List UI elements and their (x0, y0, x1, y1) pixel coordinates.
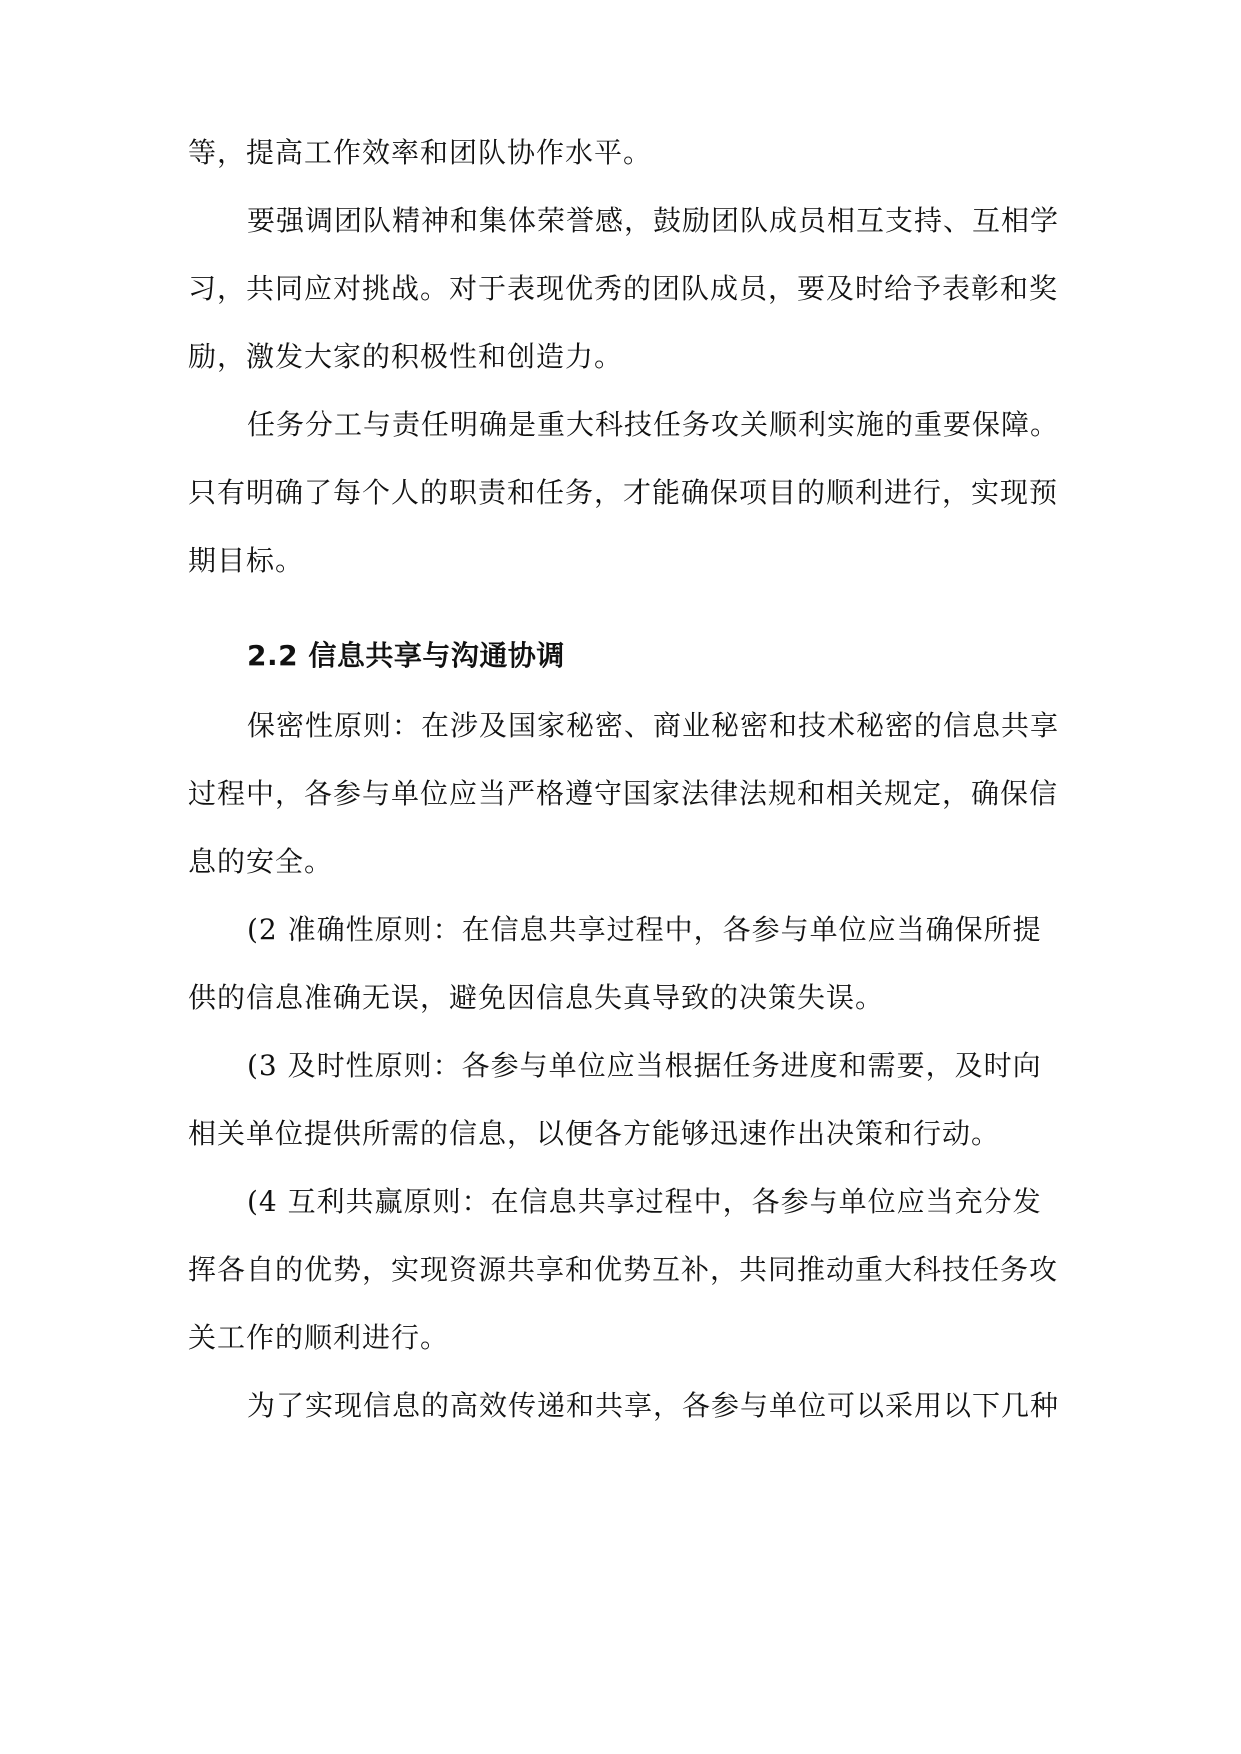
paragraph-line: 保密性原则：在涉及国家秘密、商业秘密和技术秘密的信息共享 (247, 709, 1060, 742)
paragraph-line: 相关单位提供所需的信息，以便各方能够迅速作出决策和行动。 (188, 1117, 1001, 1150)
paragraph-line: 挥各自的优势，实现资源共享和优势互补，共同推动重大科技任务攻 (188, 1253, 1059, 1286)
section-heading: 2.2 信息共享与沟通协调 (247, 639, 565, 672)
paragraph-line: 供的信息准确无误，避免因信息失真导致的决策失误。 (188, 981, 885, 1014)
paragraph-line: 要强调团队精神和集体荣誉感，鼓励团队成员相互支持、互相学 (247, 204, 1060, 237)
paragraph-line: (4 互利共赢原则：在信息共享过程中，各参与单位应当充分发 (247, 1185, 1042, 1218)
paragraph-line: 为了实现信息的高效传递和共享，各参与单位可以采用以下几种 (247, 1389, 1060, 1422)
paragraph-line: 过程中，各参与单位应当严格遵守国家法律法规和相关规定，确保信 (188, 777, 1059, 810)
paragraph-line: (3 及时性原则：各参与单位应当根据任务进度和需要，及时向 (247, 1049, 1042, 1082)
paragraph-line: 习，共同应对挑战。对于表现优秀的团队成员，要及时给予表彰和奖 (188, 272, 1059, 305)
paragraph-line: 任务分工与责任明确是重大科技任务攻关顺利实施的重要保障。 (247, 408, 1060, 441)
paragraph-line: 等，提高工作效率和团队协作水平。 (188, 136, 653, 169)
paragraph-line: (2 准确性原则：在信息共享过程中，各参与单位应当确保所提 (247, 913, 1042, 946)
paragraph-line: 息的安全。 (188, 845, 334, 878)
paragraph-line: 期目标。 (188, 544, 305, 577)
paragraph-line: 只有明确了每个人的职责和任务，才能确保项目的顺利进行，实现预 (188, 476, 1059, 509)
paragraph-line: 关工作的顺利进行。 (188, 1321, 450, 1354)
paragraph-line: 励，激发大家的积极性和创造力。 (188, 340, 624, 373)
